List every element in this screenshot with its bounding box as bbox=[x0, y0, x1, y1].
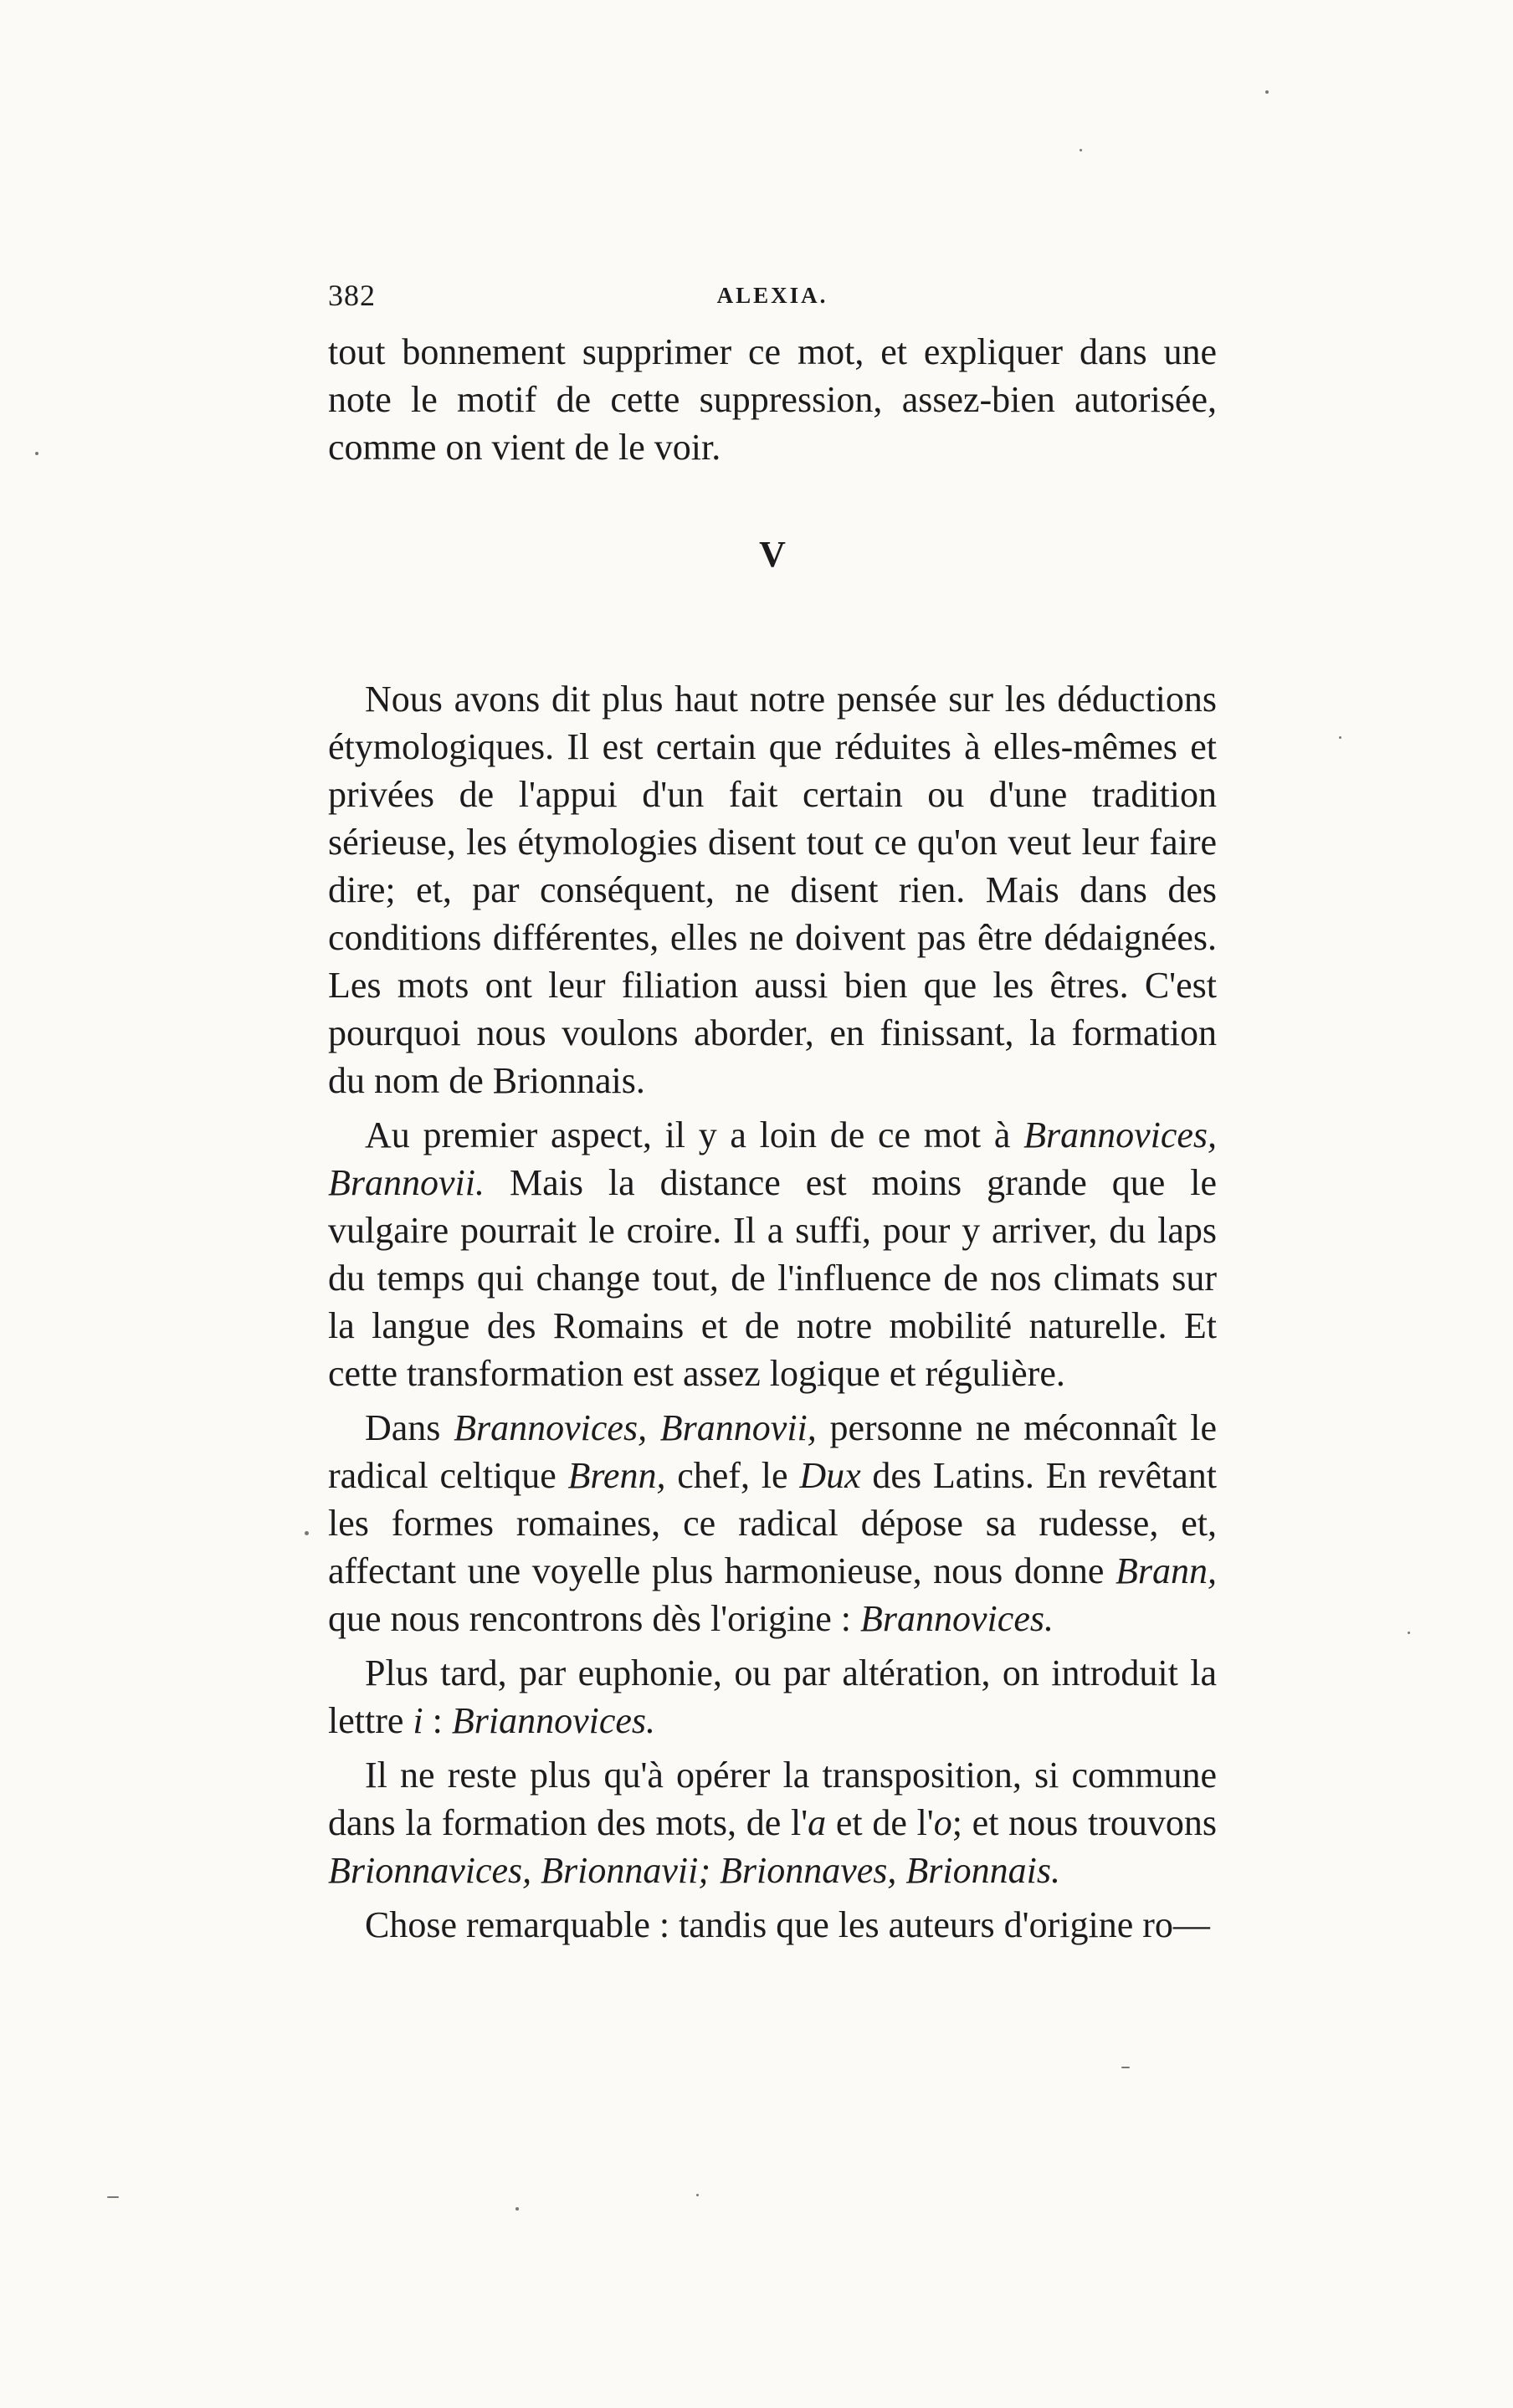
paragraph-2 bbox=[328, 1111, 1217, 1397]
scan-speck bbox=[696, 2194, 699, 2196]
paragraph-4 bbox=[328, 1649, 1217, 1745]
page-header bbox=[328, 278, 1217, 320]
intro-paragraph: tout bonnement supprimer ce mot, et expliquer dans une note le motif de cette suppression, assez‑bien autorisée, comme on vient de le voir. bbox=[328, 331, 1217, 468]
italic-term: Brannovices, Brannovii. bbox=[328, 1114, 1217, 1203]
scan-speck bbox=[1265, 90, 1269, 94]
italic-term: o bbox=[933, 1802, 952, 1843]
running-title: ALEXIA. bbox=[716, 283, 828, 308]
text-run: Au premier aspect, il y a loin de ce mot à bbox=[365, 1114, 1024, 1155]
text-run: des Latins. En revêtant les formes romaines, ce radical dépose sa rudesse, et, affectant une voyelle plus harmonieuse, nous donne bbox=[328, 1455, 1218, 1591]
text-run: Dans bbox=[365, 1407, 454, 1448]
text-run: ; et nous trouvons bbox=[951, 1802, 1217, 1843]
text-run: : bbox=[423, 1700, 452, 1741]
scan-speck bbox=[305, 1531, 309, 1535]
scan-speck bbox=[35, 452, 38, 455]
scan-speck bbox=[1339, 736, 1341, 739]
paragraph-3 bbox=[328, 1404, 1217, 1642]
italic-term: a bbox=[808, 1802, 827, 1843]
italic-term: Briannovices. bbox=[451, 1700, 656, 1741]
section-heading: V bbox=[759, 534, 786, 575]
text-run: Il ne reste plus qu'à opérer la transposition, si commune dans la formation des mots, de l' bbox=[328, 1755, 1217, 1843]
italic-term: Brann, bbox=[1116, 1550, 1217, 1591]
text-run: chef, le bbox=[665, 1455, 800, 1496]
text-run: Mais la distance est moins grande que le vulgaire pourrait le croire. Il a suffi, pour y arriver, du laps du temps qui change tout, de l'influence de nos climats sur la langue des Romains et de notre mobilité naturelle. Et cette transformation est assez logique et régulière. bbox=[328, 1162, 1217, 1394]
scan-speck bbox=[1121, 2067, 1130, 2068]
italic-term: Brannovices, Brannovii, bbox=[454, 1407, 817, 1448]
scan-speck bbox=[1080, 149, 1082, 151]
italic-term: i bbox=[413, 1700, 423, 1741]
page-body bbox=[328, 328, 1217, 1949]
paragraph-5 bbox=[328, 1751, 1217, 1894]
scan-speck bbox=[107, 2196, 119, 2198]
text-run: Plus tard, par euphonie, ou par altération, on introduit la lettre bbox=[328, 1652, 1217, 1741]
text-run: et de l' bbox=[826, 1802, 934, 1843]
paragraph-1: Nous avons dit plus haut notre pensée sur les déductions étymologiques. Il est certain que réduites à elles-mêmes et privées de l'appui d'un fait certain ou d'une tradition sérieuse, les étymologies disent tout ce qu'on veut leur faire dire; et, par conséquent, ne disent rien. Mais dans des conditions différentes, elles ne doivent pas être dédaignées. Les mots ont leur filiation aussi bien que les êtres. C'est pourquoi nous voulons aborder, en finissant, la formation du nom de Brionnais. bbox=[328, 679, 1217, 1101]
italic-term: Brenn, bbox=[567, 1455, 666, 1496]
paragraph-6: Chose remarquable : tandis que les auteurs d'origine ro— bbox=[365, 1904, 1210, 1945]
italic-term: Brionnavices, Brionnavii; Brionnaves, Brionnais. bbox=[328, 1850, 1060, 1891]
text-run: personne ne méconnaît le radical celtique bbox=[328, 1407, 1217, 1496]
scan-speck bbox=[515, 2207, 519, 2211]
text-run: que nous rencontrons dès l'origine : bbox=[328, 1598, 861, 1639]
page-number: 382 bbox=[328, 279, 376, 312]
italic-term: Dux bbox=[799, 1455, 861, 1496]
scan-speck bbox=[1408, 1632, 1410, 1634]
italic-term: Brannovices. bbox=[860, 1598, 1054, 1639]
